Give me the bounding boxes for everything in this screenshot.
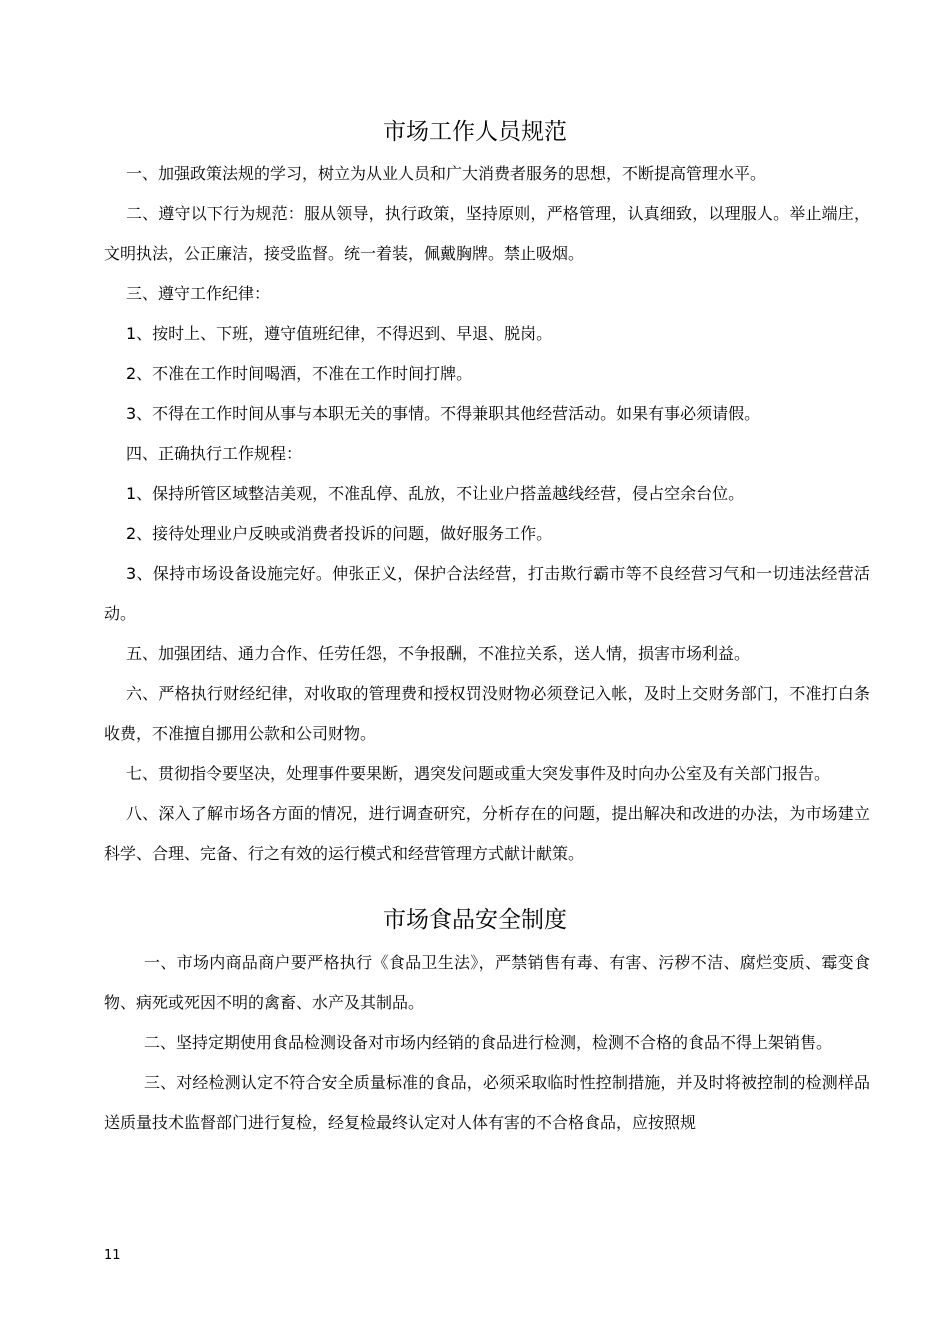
paragraph: 二、遵守以下行为规范：服从领导，执行政策，坚持原则，严格管理，认真细致，以理服人。举止端庄，文明执法，公正廉洁，接受监督。统一着装，佩戴胸牌。禁止吸烟。 (104, 204, 870, 263)
paragraph: 2、接待处理业户反映或消费者投诉的问题，做好服务工作。 (126, 524, 553, 543)
paragraph: 1、按时上、下班，遵守值班纪律，不得迟到、早退、脱岗。 (126, 324, 553, 343)
paragraph: 三、对经检测认定不符合安全质量标准的食品，必须采取临时性控制措施，并及时将被控制的检测样品送质量技术监督部门进行复检，经复检最终认定对人体有害的不合格食品，应按照规 (104, 1073, 870, 1132)
paragraph: 1、保持所管区域整洁美观，不准乱停、乱放，不让业户搭盖越线经营，侵占空余台位。 (126, 484, 745, 503)
page-number: 11 (104, 1248, 121, 1263)
section-title-food-safety: 市场食品安全制度 (383, 907, 567, 933)
section-body-staff-rules (104, 154, 870, 874)
paragraph: 三、遵守工作纪律： (126, 284, 271, 303)
paragraph: 二、坚持定期使用食品检测设备对市场内经销的食品进行检测，检测不合格的食品不得上架销售。 (144, 1033, 833, 1052)
section-body-food-safety (104, 943, 870, 1143)
paragraph: 四、正确执行工作规程： (126, 444, 303, 463)
paragraph: 八、深入了解市场各方面的情况，进行调查研究，分析存在的问题，提出解决和改进的办法，为市场建立科学、合理、完备、行之有效的运行模式和经营管理方式献计献策。 (104, 804, 870, 863)
section-title-staff-rules: 市场工作人员规范 (383, 119, 567, 145)
paragraph: 一、市场内商品商户要严格执行《食品卫生法》，严禁销售有毒、有害、污秽不洁、腐烂变质、霉变食物、病死或死因不明的禽畜、水产及其制品。 (104, 953, 870, 1012)
paragraph: 2、不准在工作时间喝酒，不准在工作时间打牌。 (126, 364, 473, 383)
paragraph: 五、加强团结、通力合作、任劳任怨，不争报酬，不准拉关系，送人情，损害市场利益。 (126, 644, 751, 663)
paragraph: 一、加强政策法规的学习，树立为从业人员和广大消费者服务的思想，不断提高管理水平。 (126, 164, 767, 183)
paragraph: 七、贯彻指令要坚决，处理事件要果断，遇突发问题或重大突发事件及时向办公室及有关部门报告。 (126, 764, 831, 783)
paragraph: 3、不得在工作时间从事与本职无关的事情。不得兼职其他经营活动。如果有事必须请假。 (126, 404, 761, 423)
paragraph: 3、保持市场设备设施完好。伸张正义，保护合法经营，打击欺行霸市等不良经营习气和一切违法经营活动。 (104, 564, 870, 623)
paragraph: 六、严格执行财经纪律，对收取的管理费和授权罚没财物必须登记入帐，及时上交财务部门，不准打白条收费，不准擅自挪用公款和公司财物。 (104, 684, 870, 743)
